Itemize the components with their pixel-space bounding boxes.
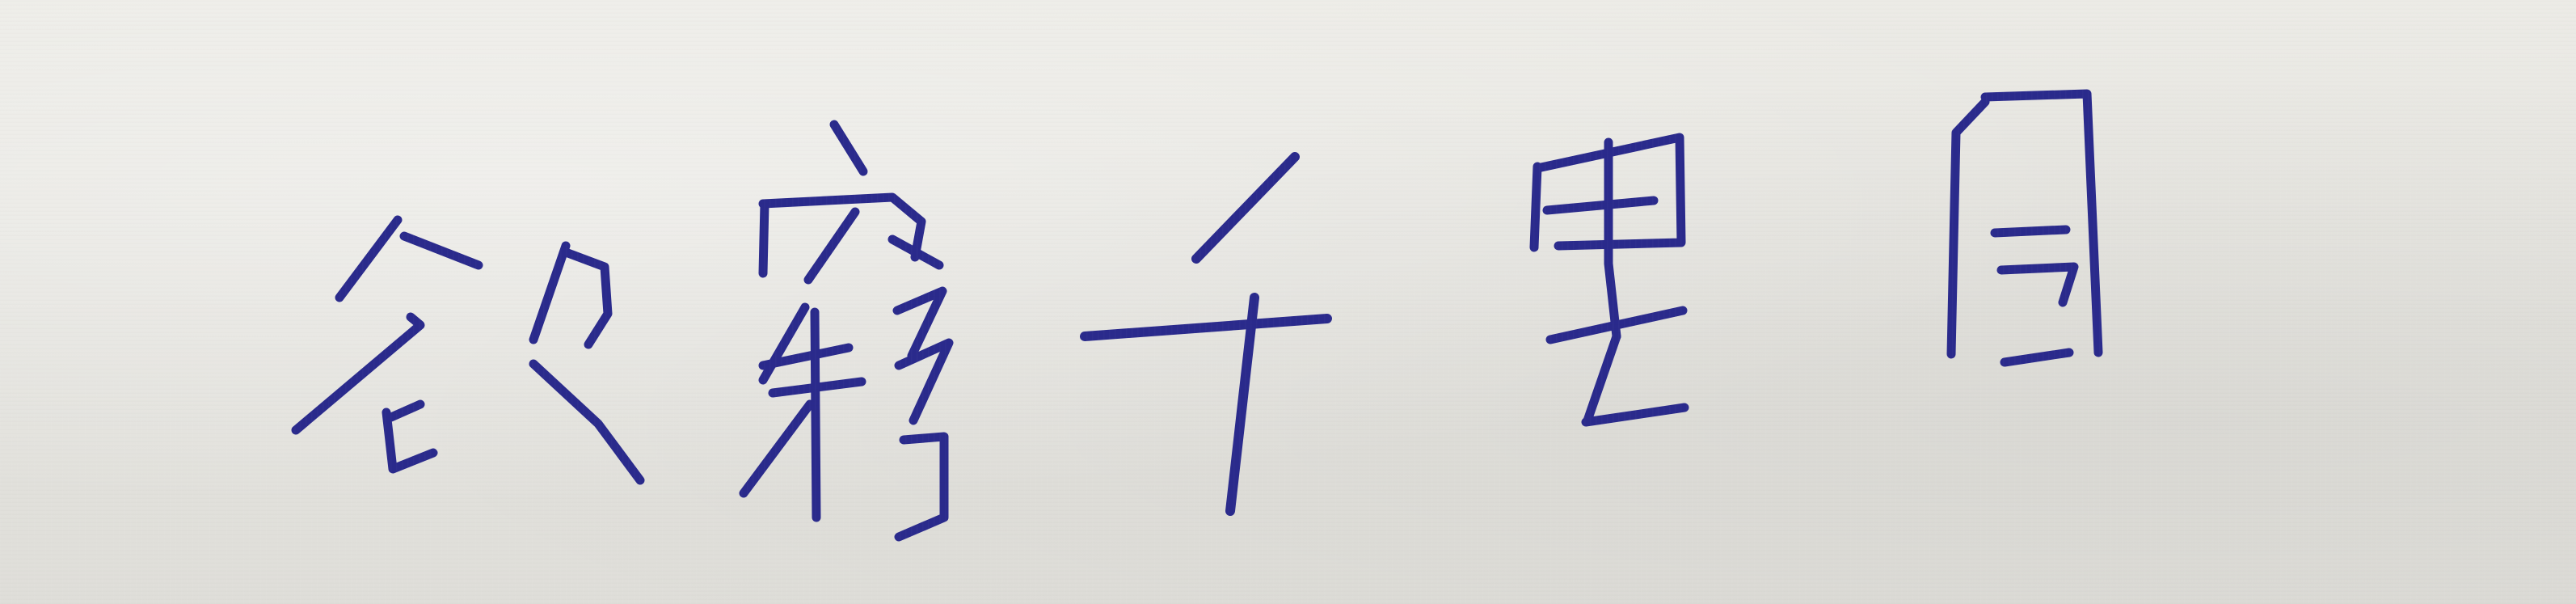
handwritten-character-yu	[296, 220, 640, 480]
handwritten-character-qian	[1085, 157, 1327, 511]
handwritten-character-qiong	[744, 125, 949, 537]
handwritten-character-li	[1534, 137, 1684, 422]
handwritten-character-mu	[1951, 94, 2098, 362]
